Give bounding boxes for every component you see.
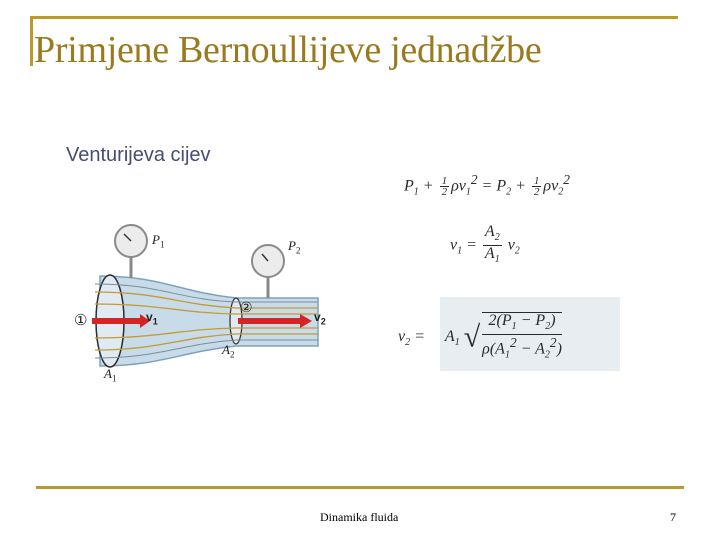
label-v2: $v_2$ <box>314 310 326 327</box>
label-point2: ② <box>240 301 253 316</box>
label-p1: $P_1$ <box>152 232 165 250</box>
label-p2: $P_2$ <box>288 238 301 256</box>
footer-rule <box>36 486 684 489</box>
page-number: 7 <box>670 510 676 524</box>
bernoulli-equation: $P_1$ + $\frac{1}{2}$ $\rho v_1^2 = P_2$ + $\frac{1}{2}$ $\rho v_2^2$ <box>404 172 570 199</box>
label-a2: $A_2$ <box>222 342 235 360</box>
continuity-equation: $v_1$ = $\frac{A_2}{A_1}$ $v_2$ <box>450 223 520 266</box>
label-a1: $A_1$ <box>104 366 117 384</box>
label-v1: $v_1$ <box>146 310 158 327</box>
venturi-velocity-equation: $v_2$ = $A_1$ √ $\frac{2(P_1 - P_2)}{\rho(A_1^2 - A_2^2)}$ <box>398 312 562 361</box>
slide-title: Primjene Bernoullijeve jednadžbe <box>34 29 542 71</box>
footer-text: Dinamika fluida <box>320 510 399 524</box>
figure-heading: Venturijeva cijev <box>66 144 211 166</box>
label-point1: ① <box>74 313 88 329</box>
